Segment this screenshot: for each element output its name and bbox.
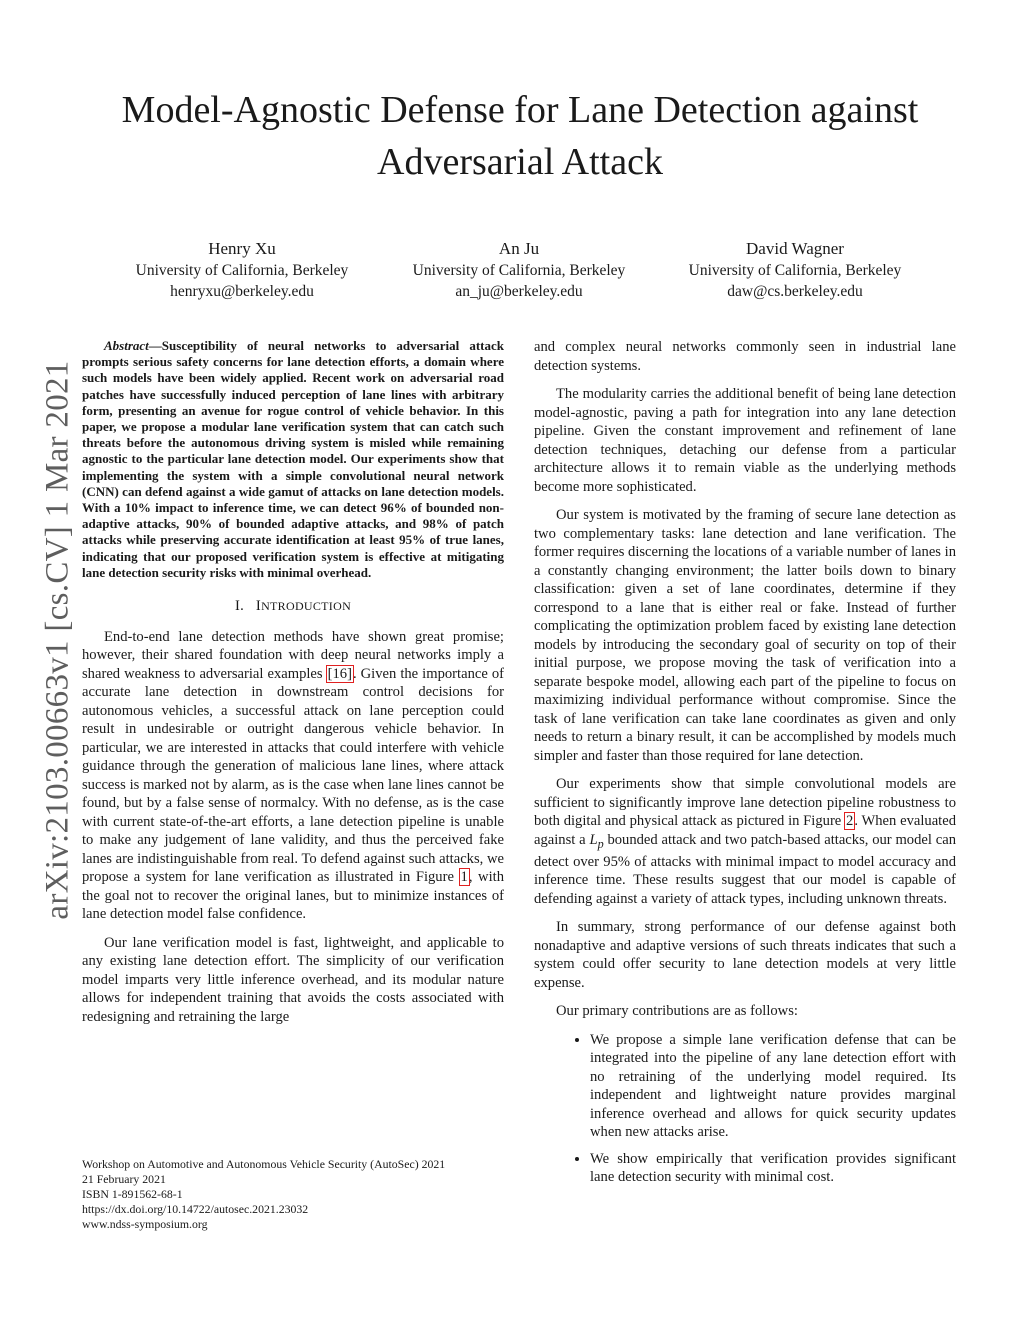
citation-link-16[interactable]: [16] [327,665,352,682]
arxiv-stamp: arXiv:2103.00663v1 [cs.CV] 1 Mar 2021 [39,360,76,920]
left-column [82,338,504,1036]
title-line-1: Model-Agnostic Defense for Lane Detection against [121,89,919,131]
author-name: An Ju [498,239,540,258]
abstract-label: Abstract [104,338,149,353]
author-block-2 [394,238,644,302]
intro-paragraph-2: Our lane verification model is fast, lightweight, and applicable to any existing lane detection effort. The simplicity of our verification model imparts very little inference overhead, and its modular nature allows for independent training that avoids the costs associated with redesigning and retraining the large [82,934,504,1025]
author-email: henryxu@berkeley.edu [170,283,314,300]
section-heading-introduction [82,597,504,616]
figure-link-1[interactable]: 1 [460,869,468,886]
list-item: • We propose a simple lane verification defense that can be integrated into the pipeline of any lane detection effort with no retraining of the underlying model required. Its independent and lightweight nature provides marginal inference overhead and allows for quick security updates when new attacks arise. [590,1031,956,1142]
text-run: , with the goal not to recover the original lanes, but to minimize instances of lane detection model false confidence. [82,869,504,923]
text-run: . When evaluated against a [534,813,957,848]
right-paragraph-4 [534,775,956,908]
abstract [82,338,504,581]
right-paragraph-5: In summary, strong performance of our defense against both nonadaptive and adaptive versions of such threats indicates that such a system could offer security to lane detection models at very little expense. [534,919,956,991]
author-affiliation: University of California, Berkeley [412,262,626,279]
right-paragraph-3: Our system is motivated by the framing of secure lane detection as two complementary tasks: lane detection and lane verification. The former requires discerning the locations of a variable number of lanes in a constantly changing environment; the latter boils down to binary classification: given a set of lane coordinates, determine if they correspond to a lane that is either real or fake. Instead of further complicating the optimization problem faced by existing lane detection models by introducing the secondary goal of security on top of their initial purpose, we propose moving the task of verification into a separate bespoke model, allowing each part of the pipeline to focus on maximizing individual performance without compromise. Since the task of lane verification can take lane coordinates as given and only needs to return a binary result, it can be accomplished by models much simpler and faster than those required for lane detection. [534,507,956,764]
footnote-line: ISBN 1-891562-68-1 [82,1187,183,1201]
text-run: . Given the importance of accurate lane detection in downstream control decisions for autonomous vehicles, a successful attack on lane perception could result in undesirable or outright dangerous vehicle behavior. In particular, we are interested in attacks that could interfere with vehicle guidance through the generation of malicious lane lines, where attack success is marked not by alarm, as is the case when lane lines cannot be found, but by a false sense of normalcy. With no defense, as is the case with current state-of-the-art efforts, a lane detection pipeline is unable to make any judgement of lane validity, and thus the perceived fake lanes are indistinguishable from real. To defend against such attacks, we propose a system for lane verification as illustrated in Figure [82,665,504,886]
title-line-2: Adversarial Attack [377,141,663,183]
author-email: an_ju@berkeley.edu [455,283,583,300]
intro-paragraph-1 [82,628,504,924]
footnote-website[interactable]: www.ndss-symposium.org [82,1217,208,1231]
author-affiliation: University of California, Berkeley [135,262,349,279]
author-name: Henry Xu [208,239,276,258]
right-paragraph-1: and complex neural networks commonly seen in industrial lane detection systems. [534,339,956,374]
footnote [82,1157,522,1232]
text-run: Our experiments show that simple convolutional models are sufficient to significantly improve lane detection pipeline robustness to both digital and physical attack as pictured in Figure [534,776,956,829]
footnote-line: Workshop on Automotive and Autonomous Vehicle Security (AutoSec) 2021 [82,1157,446,1171]
author-name: David Wagner [746,239,844,258]
author-block-1 [117,238,367,302]
math-base: L [589,831,598,848]
abstract-text: —Susceptibility of neural networks to adversarial attack prompts serious safety concerns for lane detection efforts, a domain where such models have been widely applied. Recent work on adversarial road patches have successfully induced perception of lane lines with arbitrary form, presenting an avenue for rogue control of vehicle behavior. In this paper, we propose a modular lane verification system that can catch such threats before the autonomous driving system is misled while remaining agnostic to the particular lane detection model. Our experiments show that implementing the system with a simple convolutional neural network (CNN) can defend against a wide gamut of attacks on lane detection models. With a 10% impact to inference time, we can detect 96% of bounded non-adaptive attacks, 90% of bounded adaptive attacks, and 98% of patch attacks while preserving accurate identification at least 95% of true lanes, indicating that our proposed verification system is effective at mitigating lane detection security risks with minimal overhead. [82,338,504,580]
footnote-line: 21 February 2021 [82,1172,166,1186]
math-subscript: p [597,836,604,851]
author-affiliation: University of California, Berkeley [688,262,902,279]
right-column [534,338,956,1195]
right-paragraph-6: Our primary contributions are as follows: [556,1003,798,1020]
text-run: End-to-end lane detection methods have shown great promise; however, their shared foundation with deep neural networks imply a shared weakness to adversarial examples [82,628,504,682]
author-email: daw@cs.berkeley.edu [727,283,863,300]
math-lp [589,831,604,851]
text-run: bounded attack and two patch-based attacks, our model can detect over 95% of attacks with minimal impact to model accuracy and inference time. These results suggest that our model is capable of defending against a variety of attack types, including unknown threats. [534,831,956,907]
paper-title [60,84,980,188]
section-title-initial: I [255,598,262,615]
right-paragraph-2: The modularity carries the additional benefit of being lane detection model-agnostic, paving a path for integration into any lane detection pipeline. Given the constant improvement and refinement of lane detection techniques, detaching our defense from a particular architecture allows it to remain viable as the underlying methods become more sophisticated. [534,386,956,495]
section-title-rest: NTRODUCTION [261,599,352,614]
list-item: • We show empirically that verification provides significant lane detection security with minimal cost. [590,1150,956,1187]
author-block-3 [670,238,920,302]
section-numeral: I. [234,598,245,615]
footnote-doi[interactable]: https://dx.doi.org/10.14722/autosec.2021.23032 [82,1202,309,1216]
figure-link-2[interactable]: 2 [846,813,854,829]
contributions-list [534,1031,956,1187]
